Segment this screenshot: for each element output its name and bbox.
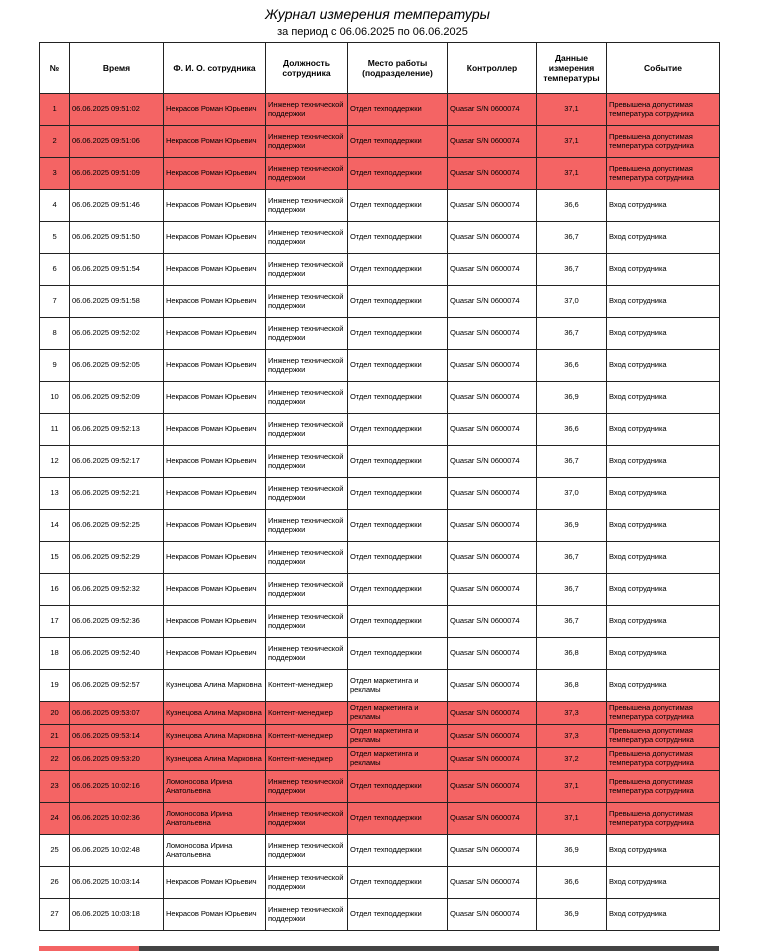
cell-num: 3 <box>40 158 70 190</box>
cell-time: 06.06.2025 09:52:32 <box>70 574 164 606</box>
cell-department: Отдел техподдержки <box>348 638 448 670</box>
cell-event: Превышена допустимая температура сотрудника <box>607 748 720 771</box>
cell-temperature: 37,3 <box>537 725 607 748</box>
table-row <box>40 899 720 931</box>
cell-temperature: 37,1 <box>537 126 607 158</box>
cell-position: Инженер технической поддержки <box>266 190 348 222</box>
cell-department: Отдел техподдержки <box>348 606 448 638</box>
cell-time: 06.06.2025 09:52:36 <box>70 606 164 638</box>
cell-controller: Quasar S/N 0600074 <box>448 748 537 771</box>
cell-event: Вход сотрудника <box>607 382 720 414</box>
cell-num: 2 <box>40 126 70 158</box>
cell-num: 10 <box>40 382 70 414</box>
cell-position: Инженер технической поддержки <box>266 318 348 350</box>
cell-num: 26 <box>40 867 70 899</box>
cell-controller: Quasar S/N 0600074 <box>448 725 537 748</box>
cell-num: 1 <box>40 94 70 126</box>
table-row <box>40 254 720 286</box>
cell-num: 27 <box>40 899 70 931</box>
cell-department: Отдел техподдержки <box>348 771 448 803</box>
cell-temperature: 36,9 <box>537 899 607 931</box>
table-row <box>40 382 720 414</box>
header-event: Событие <box>607 43 720 94</box>
cell-fio: Кузнецова Алина Марковна <box>164 702 266 725</box>
cell-department: Отдел техподдержки <box>348 190 448 222</box>
table-row <box>40 771 720 803</box>
cell-department: Отдел техподдержки <box>348 574 448 606</box>
cell-num: 7 <box>40 286 70 318</box>
cell-event: Вход сотрудника <box>607 286 720 318</box>
cell-controller: Quasar S/N 0600074 <box>448 510 537 542</box>
cell-event: Вход сотрудника <box>607 899 720 931</box>
cell-fio: Кузнецова Алина Марковна <box>164 748 266 771</box>
cell-num: 5 <box>40 222 70 254</box>
cell-num: 25 <box>40 835 70 867</box>
table-row <box>40 867 720 899</box>
cell-event: Превышена допустимая температура сотрудника <box>607 771 720 803</box>
cell-temperature: 37,3 <box>537 702 607 725</box>
table-row <box>40 350 720 382</box>
cell-position: Инженер технической поддержки <box>266 574 348 606</box>
cell-num: 14 <box>40 510 70 542</box>
cell-temperature: 36,8 <box>537 638 607 670</box>
cell-controller: Quasar S/N 0600074 <box>448 318 537 350</box>
cell-position: Инженер технической поддержки <box>266 899 348 931</box>
cell-fio: Некрасов Роман Юрьевич <box>164 382 266 414</box>
cell-department: Отдел техподдержки <box>348 286 448 318</box>
cell-temperature: 37,2 <box>537 748 607 771</box>
cell-temperature: 36,6 <box>537 414 607 446</box>
cell-event: Вход сотрудника <box>607 254 720 286</box>
cell-num: 16 <box>40 574 70 606</box>
cell-num: 18 <box>40 638 70 670</box>
cell-time: 06.06.2025 09:51:58 <box>70 286 164 318</box>
cell-num: 8 <box>40 318 70 350</box>
cell-temperature: 37,1 <box>537 158 607 190</box>
cell-time: 06.06.2025 09:51:06 <box>70 126 164 158</box>
cell-time: 06.06.2025 09:53:14 <box>70 725 164 748</box>
header-fio: Ф. И. О. сотрудника <box>164 43 266 94</box>
cell-fio: Некрасов Роман Юрьевич <box>164 510 266 542</box>
cell-fio: Ломоносова Ирина Анатольевна <box>164 835 266 867</box>
cell-event: Вход сотрудника <box>607 670 720 702</box>
header-department: Место работы (подразделение) <box>348 43 448 94</box>
cell-event: Превышена допустимая температура сотрудника <box>607 158 720 190</box>
table-row <box>40 222 720 254</box>
table-row <box>40 725 720 748</box>
cell-position: Инженер технической поддержки <box>266 222 348 254</box>
cell-controller: Quasar S/N 0600074 <box>448 286 537 318</box>
cell-department: Отдел маркетинга и рекламы <box>348 725 448 748</box>
cell-event: Вход сотрудника <box>607 867 720 899</box>
cell-temperature: 36,7 <box>537 542 607 574</box>
cell-fio: Ломоносова Ирина Анатольевна <box>164 771 266 803</box>
cell-time: 06.06.2025 09:52:57 <box>70 670 164 702</box>
header-time: Время <box>70 43 164 94</box>
cell-controller: Quasar S/N 0600074 <box>448 702 537 725</box>
cell-event: Вход сотрудника <box>607 222 720 254</box>
cell-position: Инженер технической поддержки <box>266 94 348 126</box>
cell-temperature: 36,7 <box>537 446 607 478</box>
cell-time: 06.06.2025 09:52:02 <box>70 318 164 350</box>
cell-time: 06.06.2025 09:53:20 <box>70 748 164 771</box>
cell-controller: Quasar S/N 0600074 <box>448 190 537 222</box>
cell-department: Отдел техподдержки <box>348 478 448 510</box>
cell-position: Контент-менеджер <box>266 725 348 748</box>
cell-fio: Некрасов Роман Юрьевич <box>164 606 266 638</box>
page-bottom-edge <box>39 946 719 951</box>
cell-position: Инженер технической поддержки <box>266 350 348 382</box>
cell-fio: Некрасов Роман Юрьевич <box>164 94 266 126</box>
cell-num: 11 <box>40 414 70 446</box>
table-row <box>40 478 720 510</box>
table-row <box>40 318 720 350</box>
cell-position: Инженер технической поддержки <box>266 126 348 158</box>
table-row <box>40 94 720 126</box>
temperature-log-table <box>39 42 720 931</box>
cell-controller: Quasar S/N 0600074 <box>448 254 537 286</box>
cell-department: Отдел техподдержки <box>348 446 448 478</box>
cell-fio: Ломоносова Ирина Анатольевна <box>164 803 266 835</box>
cell-time: 06.06.2025 10:02:16 <box>70 771 164 803</box>
table-row <box>40 606 720 638</box>
cell-num: 23 <box>40 771 70 803</box>
cell-position: Инженер технической поддержки <box>266 158 348 190</box>
cell-position: Инженер технической поддержки <box>266 414 348 446</box>
cell-controller: Quasar S/N 0600074 <box>448 803 537 835</box>
cell-event: Вход сотрудника <box>607 350 720 382</box>
cell-temperature: 36,9 <box>537 835 607 867</box>
cell-time: 06.06.2025 09:52:25 <box>70 510 164 542</box>
cell-num: 24 <box>40 803 70 835</box>
cell-temperature: 37,0 <box>537 478 607 510</box>
cell-event: Превышена допустимая температура сотрудника <box>607 803 720 835</box>
cell-num: 9 <box>40 350 70 382</box>
cell-department: Отдел техподдержки <box>348 254 448 286</box>
cell-department: Отдел техподдержки <box>348 899 448 931</box>
cell-time: 06.06.2025 09:52:09 <box>70 382 164 414</box>
cell-temperature: 36,9 <box>537 382 607 414</box>
cell-time: 06.06.2025 10:03:14 <box>70 867 164 899</box>
cell-controller: Quasar S/N 0600074 <box>448 574 537 606</box>
cell-department: Отдел техподдержки <box>348 126 448 158</box>
cell-department: Отдел техподдержки <box>348 542 448 574</box>
cell-time: 06.06.2025 10:02:48 <box>70 835 164 867</box>
cell-event: Вход сотрудника <box>607 510 720 542</box>
cell-temperature: 36,6 <box>537 867 607 899</box>
cell-department: Отдел техподдержки <box>348 222 448 254</box>
table-row <box>40 835 720 867</box>
cell-temperature: 36,7 <box>537 606 607 638</box>
cell-time: 06.06.2025 09:51:09 <box>70 158 164 190</box>
table-row <box>40 126 720 158</box>
cell-department: Отдел техподдержки <box>348 94 448 126</box>
cell-controller: Quasar S/N 0600074 <box>448 542 537 574</box>
cell-num: 19 <box>40 670 70 702</box>
cell-event: Вход сотрудника <box>607 414 720 446</box>
cell-fio: Некрасов Роман Юрьевич <box>164 414 266 446</box>
cell-temperature: 36,7 <box>537 254 607 286</box>
cell-controller: Quasar S/N 0600074 <box>448 771 537 803</box>
cell-event: Вход сотрудника <box>607 574 720 606</box>
cell-position: Инженер технической поддержки <box>266 382 348 414</box>
cell-temperature: 36,7 <box>537 574 607 606</box>
cell-num: 4 <box>40 190 70 222</box>
cell-time: 06.06.2025 09:51:02 <box>70 94 164 126</box>
cell-department: Отдел техподдержки <box>348 835 448 867</box>
cell-controller: Quasar S/N 0600074 <box>448 414 537 446</box>
cell-department: Отдел техподдержки <box>348 350 448 382</box>
cell-position: Инженер технической поддержки <box>266 771 348 803</box>
cell-controller: Quasar S/N 0600074 <box>448 350 537 382</box>
table-row <box>40 670 720 702</box>
cell-fio: Кузнецова Алина Марковна <box>164 725 266 748</box>
cell-controller: Quasar S/N 0600074 <box>448 835 537 867</box>
header-position: Должность сотрудника <box>266 43 348 94</box>
cell-fio: Некрасов Роман Юрьевич <box>164 542 266 574</box>
cell-time: 06.06.2025 09:53:07 <box>70 702 164 725</box>
cell-time: 06.06.2025 09:52:29 <box>70 542 164 574</box>
cell-position: Инженер технической поддержки <box>266 867 348 899</box>
cell-time: 06.06.2025 09:51:54 <box>70 254 164 286</box>
cell-fio: Некрасов Роман Юрьевич <box>164 638 266 670</box>
cell-temperature: 37,1 <box>537 771 607 803</box>
cell-temperature: 36,7 <box>537 318 607 350</box>
cell-temperature: 37,0 <box>537 286 607 318</box>
cell-position: Инженер технической поддержки <box>266 286 348 318</box>
cell-time: 06.06.2025 09:52:21 <box>70 478 164 510</box>
cell-position: Инженер технической поддержки <box>266 542 348 574</box>
cell-controller: Quasar S/N 0600074 <box>448 382 537 414</box>
cell-controller: Quasar S/N 0600074 <box>448 638 537 670</box>
cell-event: Превышена допустимая температура сотрудника <box>607 126 720 158</box>
cell-time: 06.06.2025 09:52:13 <box>70 414 164 446</box>
cell-temperature: 36,9 <box>537 510 607 542</box>
cell-controller: Quasar S/N 0600074 <box>448 94 537 126</box>
cell-fio: Некрасов Роман Юрьевич <box>164 190 266 222</box>
cell-department: Отдел техподдержки <box>348 318 448 350</box>
cell-position: Контент-менеджер <box>266 670 348 702</box>
cell-num: 21 <box>40 725 70 748</box>
cell-position: Контент-менеджер <box>266 702 348 725</box>
table-row <box>40 803 720 835</box>
cell-temperature: 36,8 <box>537 670 607 702</box>
cell-fio: Некрасов Роман Юрьевич <box>164 574 266 606</box>
table-row <box>40 638 720 670</box>
cell-controller: Quasar S/N 0600074 <box>448 222 537 254</box>
cell-fio: Кузнецова Алина Марковна <box>164 670 266 702</box>
cell-event: Вход сотрудника <box>607 606 720 638</box>
cell-department: Отдел маркетинга и рекламы <box>348 748 448 771</box>
cell-num: 20 <box>40 702 70 725</box>
cell-event: Вход сотрудника <box>607 318 720 350</box>
cell-time: 06.06.2025 09:52:40 <box>70 638 164 670</box>
table-row <box>40 748 720 771</box>
cell-event: Вход сотрудника <box>607 638 720 670</box>
cell-temperature: 36,6 <box>537 350 607 382</box>
cell-event: Вход сотрудника <box>607 446 720 478</box>
cell-controller: Quasar S/N 0600074 <box>448 606 537 638</box>
cell-fio: Некрасов Роман Юрьевич <box>164 867 266 899</box>
cell-time: 06.06.2025 10:02:36 <box>70 803 164 835</box>
table-row <box>40 190 720 222</box>
cell-position: Инженер технической поддержки <box>266 510 348 542</box>
header-temperature: Данные измерения температуры <box>537 43 607 94</box>
cell-department: Отдел маркетинга и рекламы <box>348 702 448 725</box>
cell-position: Инженер технической поддержки <box>266 638 348 670</box>
cell-temperature: 36,7 <box>537 222 607 254</box>
table-row <box>40 542 720 574</box>
cell-time: 06.06.2025 09:52:17 <box>70 446 164 478</box>
cell-controller: Quasar S/N 0600074 <box>448 126 537 158</box>
cell-fio: Некрасов Роман Юрьевич <box>164 318 266 350</box>
cell-controller: Quasar S/N 0600074 <box>448 158 537 190</box>
cell-temperature: 36,6 <box>537 190 607 222</box>
cell-controller: Quasar S/N 0600074 <box>448 478 537 510</box>
cell-fio: Некрасов Роман Юрьевич <box>164 478 266 510</box>
cell-fio: Некрасов Роман Юрьевич <box>164 158 266 190</box>
cell-position: Инженер технической поддержки <box>266 254 348 286</box>
table-row <box>40 414 720 446</box>
cell-controller: Quasar S/N 0600074 <box>448 867 537 899</box>
cell-fio: Некрасов Роман Юрьевич <box>164 899 266 931</box>
report-period: за период с 06.06.2025 по 06.06.2025 <box>277 26 468 38</box>
cell-event: Превышена допустимая температура сотрудника <box>607 702 720 725</box>
cell-position: Инженер технической поддержки <box>266 803 348 835</box>
cell-position: Инженер технической поддержки <box>266 606 348 638</box>
cell-time: 06.06.2025 09:51:50 <box>70 222 164 254</box>
table-row <box>40 574 720 606</box>
cell-controller: Quasar S/N 0600074 <box>448 670 537 702</box>
cell-fio: Некрасов Роман Юрьевич <box>164 350 266 382</box>
cell-department: Отдел техподдержки <box>348 158 448 190</box>
header-num: № <box>40 43 70 94</box>
cell-department: Отдел техподдержки <box>348 867 448 899</box>
cell-temperature: 37,1 <box>537 94 607 126</box>
cell-num: 15 <box>40 542 70 574</box>
cell-event: Вход сотрудника <box>607 190 720 222</box>
cell-num: 6 <box>40 254 70 286</box>
table-body <box>40 94 720 931</box>
report-title: Журнал измерения температуры <box>265 6 490 22</box>
cell-event: Вход сотрудника <box>607 478 720 510</box>
cell-time: 06.06.2025 09:51:46 <box>70 190 164 222</box>
cell-temperature: 37,1 <box>537 803 607 835</box>
cell-fio: Некрасов Роман Юрьевич <box>164 254 266 286</box>
cell-fio: Некрасов Роман Юрьевич <box>164 222 266 254</box>
cell-department: Отдел техподдержки <box>348 803 448 835</box>
cell-fio: Некрасов Роман Юрьевич <box>164 126 266 158</box>
cell-num: 12 <box>40 446 70 478</box>
cell-event: Вход сотрудника <box>607 835 720 867</box>
cell-fio: Некрасов Роман Юрьевич <box>164 286 266 318</box>
cell-event: Превышена допустимая температура сотрудника <box>607 94 720 126</box>
table-header-row <box>40 43 720 94</box>
cell-position: Контент-менеджер <box>266 748 348 771</box>
cell-position: Инженер технической поддержки <box>266 478 348 510</box>
cell-department: Отдел техподдержки <box>348 414 448 446</box>
table-row <box>40 286 720 318</box>
cell-position: Инженер технической поддержки <box>266 835 348 867</box>
cell-position: Инженер технической поддержки <box>266 446 348 478</box>
cell-controller: Quasar S/N 0600074 <box>448 899 537 931</box>
cell-fio: Некрасов Роман Юрьевич <box>164 446 266 478</box>
cell-num: 13 <box>40 478 70 510</box>
header-controller: Контроллер <box>448 43 537 94</box>
cell-department: Отдел техподдержки <box>348 510 448 542</box>
cell-department: Отдел техподдержки <box>348 382 448 414</box>
cell-time: 06.06.2025 09:52:05 <box>70 350 164 382</box>
cell-event: Вход сотрудника <box>607 542 720 574</box>
cell-controller: Quasar S/N 0600074 <box>448 446 537 478</box>
cell-department: Отдел маркетинга и рекламы <box>348 670 448 702</box>
table-row <box>40 510 720 542</box>
cell-time: 06.06.2025 10:03:18 <box>70 899 164 931</box>
cell-num: 17 <box>40 606 70 638</box>
table-row <box>40 446 720 478</box>
cell-event: Превышена допустимая температура сотрудника <box>607 725 720 748</box>
cell-num: 22 <box>40 748 70 771</box>
table-row <box>40 158 720 190</box>
table-row <box>40 702 720 725</box>
